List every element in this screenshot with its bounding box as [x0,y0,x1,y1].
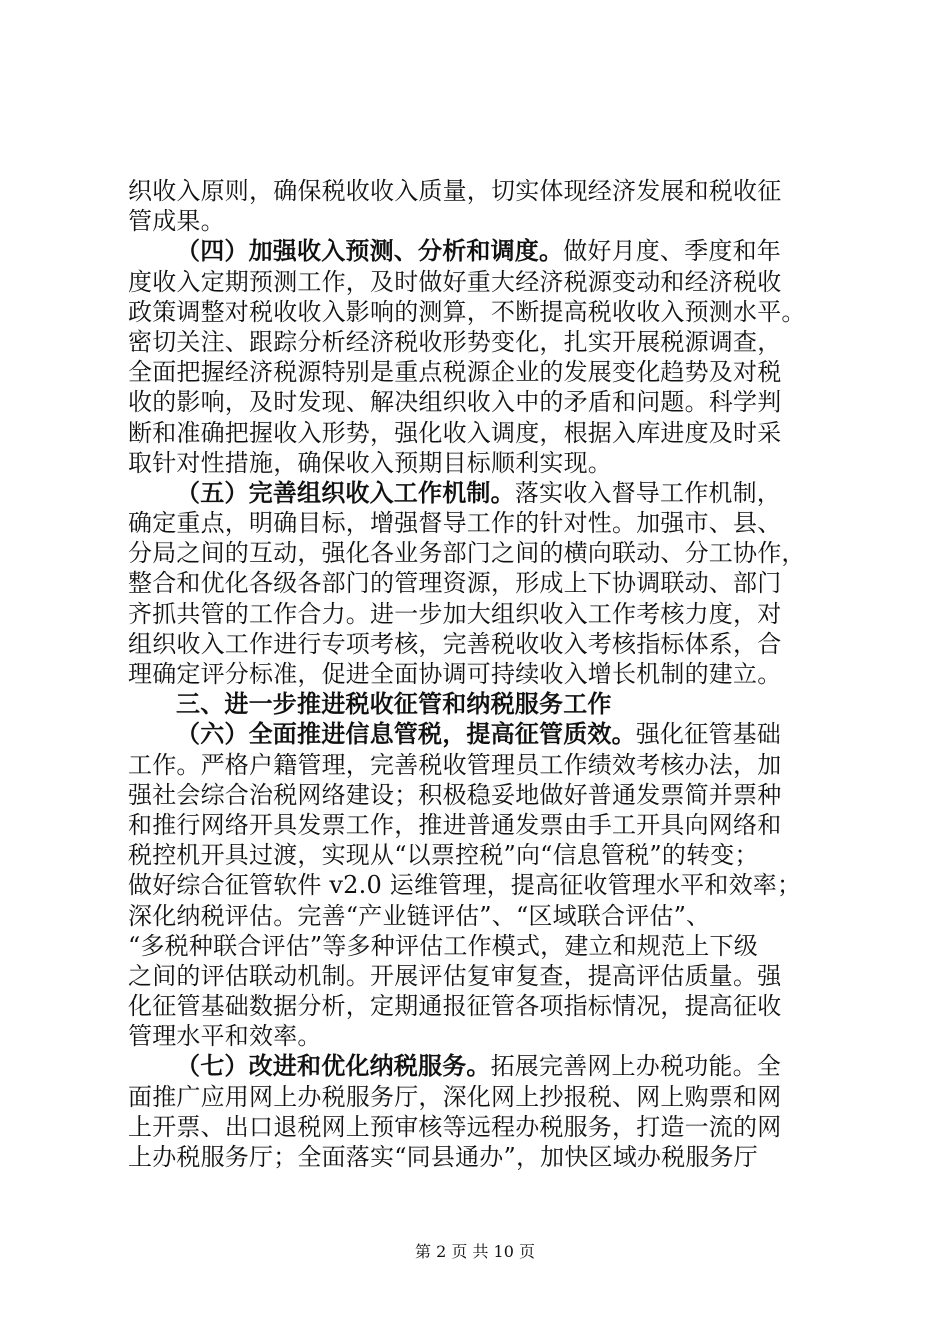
body-text: 收的影响，及时发现、解决组织收入中的矛盾和问题。科学判 [128,388,782,417]
body-text: 上开票、出口退税网上预审核等远程办税服务，打造一流的网 [128,1112,782,1141]
text-line [128,478,848,508]
text-line [128,719,848,749]
text-line [128,206,848,236]
body-text: 拓展完善网上办税功能。全 [490,1052,782,1081]
body-text: 组织收入工作进行专项考核，完善税收收入考核指标体系，合 [128,629,782,658]
text-line [128,1082,848,1112]
body-text: 理确定评分标准，促进全面协调可持续收入增长机制的建立。 [128,660,782,688]
text-line [128,629,848,659]
body-text: 管理水平和效率。 [128,1022,322,1051]
text-line [128,659,848,689]
body-text: “多税种联合评估”等多种评估工作模式，建立和规范上下级 [128,931,758,960]
text-line [128,1112,848,1142]
text-line [128,840,848,870]
document-body [128,176,848,1172]
body-text: 断和准确把握收入形势，强化收入调度，根据入库进度及时采 [128,418,782,447]
body-text: 齐抓共管的工作合力。进一步加大组织收入工作考核力度，对 [128,599,782,628]
bold-heading: （五）完善组织收入工作机制。 [176,478,515,507]
body-text: 全面把握经济税源特别是重点税源企业的发展变化趋势及对税 [128,358,782,387]
body-text: 整合和优化各级各部门的管理资源，形成上下协调联动、部门 [128,569,782,598]
body-text: 落实收入督导工作机制， [514,478,782,507]
text-line [128,810,848,840]
text-line [128,568,848,598]
body-text: 做好月度、季度和年 [563,237,782,266]
text-line [128,870,848,900]
text-line [128,297,848,327]
text-line [128,418,848,448]
text-line [128,689,848,719]
text-line [128,599,848,629]
text-line [128,267,848,297]
text-line [128,176,848,206]
body-text: 面推广应用网上办税服务厅，深化网上抄报税、网上购票和网 [128,1082,782,1111]
text-line [128,750,848,780]
body-text: 强社会综合治税网络建设；积极稳妥地做好普通发票简并票种 [128,780,782,809]
text-line [128,538,848,568]
page-footer: 第 2 页 共 10 页 [415,1242,535,1261]
body-text: 分局之间的互动，强化各业务部门之间的横向联动、分工协作， [128,539,806,568]
body-text: 做好综合征管软件 v2.0 运维管理，提高征收管理水平和效率； [128,871,802,900]
bold-heading: （四）加强收入预测、分析和调度。 [176,237,564,266]
body-text: 上办税服务厅；全面落实“同县通办”，加快区域办税服务厅 [128,1143,758,1171]
bold-heading: （七）改进和优化纳税服务。 [176,1052,491,1081]
body-text: 和推行网络开具发票工作，推进普通发票由手工开具向网络和 [128,810,782,839]
body-text: 确定重点，明确目标，增强督导工作的针对性。加强市、县、 [128,509,782,538]
text-line [128,901,848,931]
body-text: 工作。严格户籍管理，完善税收管理员工作绩效考核办法，加 [128,750,782,779]
text-line [128,387,848,417]
body-text: 取针对性措施，确保收入预期目标顺利实现。 [128,448,612,477]
body-text: 管成果。 [128,207,225,236]
body-text: 之间的评估联动机制。开展评估复审复查，提高评估质量。强 [128,961,782,990]
body-text: 化征管基础数据分析，定期通报征管各项指标情况，提高征收 [128,992,782,1021]
text-line [128,236,848,266]
bold-heading: （六）全面推进信息管税，提高征管质效。 [176,720,636,749]
bold-heading: 三、进一步推进税收征管和纳税服务工作 [176,690,612,719]
body-text: 深化纳税评估。完善“产业链评估”、“区域联合评估”、 [128,901,711,930]
text-line [128,448,848,478]
body-text: 度收入定期预测工作，及时做好重大经济税源变动和经济税收 [128,267,782,296]
text-line [128,327,848,357]
body-text: 强化征管基础 [635,720,782,749]
text-line [128,991,848,1021]
text-line [128,508,848,538]
text-line [128,357,848,387]
body-text: 税控机开具过渡，实现从“以票控税”向“信息管税”的转变； [128,841,759,870]
body-text: 政策调整对税收收入影响的测算，不断提高税收收入预测水平。 [128,297,806,326]
text-line [128,931,848,961]
body-text: 织收入原则，确保税收收入质量，切实体现经济发展和税收征 [128,177,782,205]
text-line [128,1142,848,1172]
body-text: 密切关注、跟踪分析经济税收形势变化，扎实开展税源调查， [128,327,782,356]
text-line [128,1051,848,1081]
text-line [128,1021,848,1051]
text-line [128,961,848,991]
text-line [128,780,848,810]
